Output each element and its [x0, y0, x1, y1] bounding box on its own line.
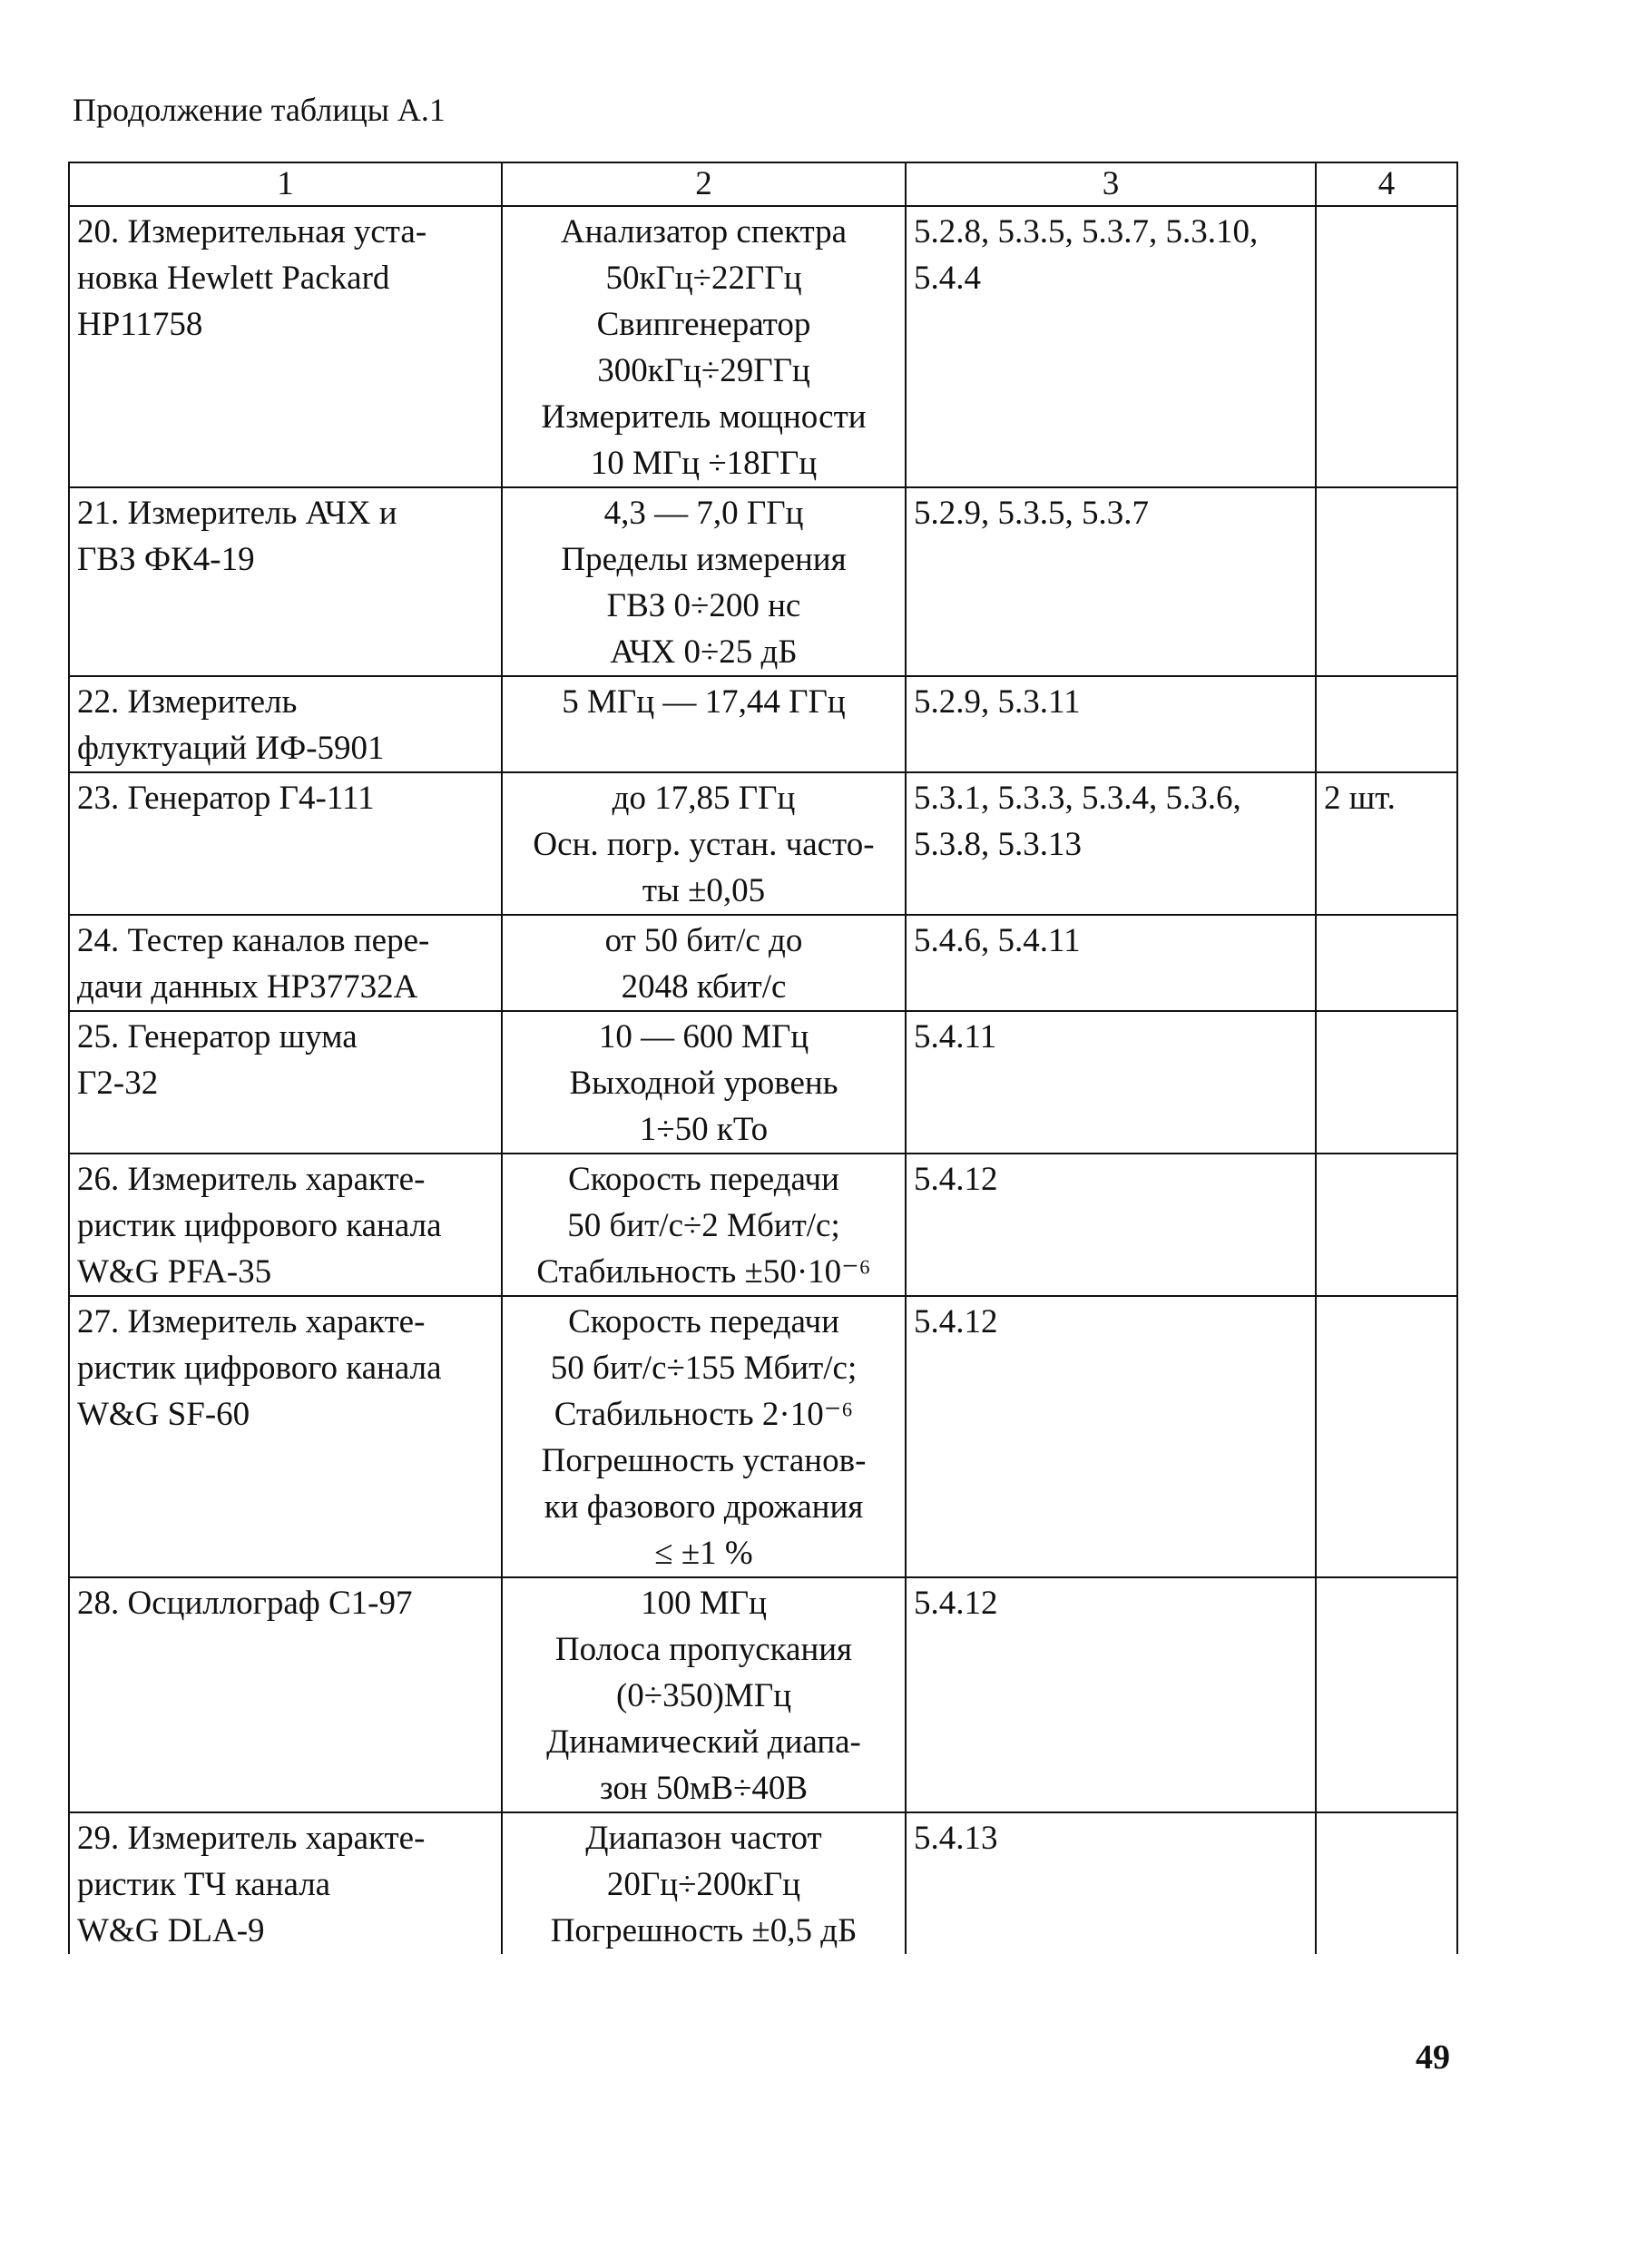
table-row [69, 1812, 1457, 1954]
table-row [69, 1154, 1457, 1296]
cell-text-line: 50 бит/с÷2 Мбит/с; [567, 1207, 840, 1244]
cell-text-line: Г2-32 [77, 1065, 159, 1102]
cell-text-line: ≤ ±1 % [654, 1535, 753, 1572]
cell-text-line [1324, 1815, 1449, 1861]
cell-text-line: Диапазон частот [585, 1820, 822, 1857]
characteristics-cell [502, 772, 906, 915]
cell-text-line: Измеритель мощности [541, 398, 867, 436]
table-body [69, 206, 1457, 1954]
cell-text-line: от 50 бит/с до [604, 922, 803, 959]
clause-ref-cell [906, 1296, 1316, 1577]
cell-text-line: флуктуаций ИФ-5901 [77, 730, 385, 767]
characteristics-cell [502, 1154, 906, 1296]
cell-text-line: Стабильность 2·10⁻⁶ [554, 1396, 854, 1433]
table-row [69, 772, 1457, 915]
clause-ref-cell [906, 1154, 1316, 1296]
cell-text-line: Анализатор спектра [560, 213, 848, 250]
cell-text-line: 20Гц÷200кГц [606, 1866, 801, 1903]
cell-text-line: новка Hewlett Packard [77, 260, 390, 297]
cell-text-line: ки фазового дрожания [544, 1488, 864, 1526]
notes-cell [1316, 772, 1457, 915]
cell-text-line: 5.4.13 [914, 1820, 998, 1857]
cell-text-line: ГВЗ 0÷200 нс [606, 587, 801, 624]
clause-ref-cell [906, 772, 1316, 915]
cell-text-line: 29. Измеритель характе- [77, 1820, 426, 1857]
cell-text-line: зон 50мВ÷40В [599, 1770, 809, 1807]
cell-text-line: ристик цифрового канала [77, 1350, 442, 1387]
column-header-2: 2 [502, 162, 906, 206]
column-header-4: 4 [1316, 162, 1457, 206]
cell-text-line: 27. Измеритель характе- [77, 1303, 426, 1340]
cell-text-line: дачи данных HP37732A [77, 968, 418, 1006]
cell-text-line [1324, 1299, 1449, 1345]
notes-cell [1316, 1812, 1457, 1954]
cell-text-line: Динамический диапа- [546, 1723, 861, 1761]
cell-text-line: 5.2.9, 5.3.5, 5.3.7 [914, 495, 1149, 532]
device-name-cell [69, 1154, 502, 1296]
clause-ref-cell [906, 487, 1316, 676]
cell-text-line: W&G SF-60 [77, 1396, 250, 1433]
cell-text-line: 5.4.12 [914, 1161, 998, 1198]
cell-text-line: 25. Генератор шума [77, 1018, 358, 1055]
cell-text-line: W&G DLA-9 [77, 1912, 265, 1949]
cell-text-line: 1÷50 кТо [639, 1111, 769, 1148]
characteristics-cell [502, 676, 906, 772]
cell-text-line: 5 МГц — 17,44 ГГц [562, 683, 846, 721]
notes-cell [1316, 1154, 1457, 1296]
characteristics-cell [502, 1577, 906, 1812]
cell-text-line [1324, 209, 1449, 255]
cell-text-line: Погрешность ±0,5 дБ [550, 1912, 858, 1949]
cell-text-line: Полоса пропускания [554, 1631, 853, 1668]
notes-cell [1316, 206, 1457, 487]
cell-text-line: 23. Генератор Г4-111 [77, 780, 375, 817]
cell-text-line [1324, 918, 1449, 964]
cell-text-line: 5.4.12 [914, 1585, 998, 1622]
cell-text-line: W&G PFA-35 [77, 1253, 272, 1291]
table-header-row [69, 162, 1457, 206]
device-name-cell [69, 676, 502, 772]
cell-text-line: ГВЗ ФК4-19 [77, 541, 255, 578]
cell-text-line: Скорость передачи [568, 1303, 839, 1340]
characteristics-cell [502, 1011, 906, 1154]
characteristics-cell [502, 1296, 906, 1577]
cell-text-line: Стабильность ±50·10⁻⁶ [536, 1253, 871, 1291]
clause-ref-cell [906, 676, 1316, 772]
cell-text-line: Пределы измерения [561, 541, 847, 578]
table-row [69, 206, 1457, 487]
table-caption: Продолжение таблицы А.1 [73, 92, 446, 128]
column-header-3: 3 [906, 162, 1316, 206]
clause-ref-cell [906, 206, 1316, 487]
notes-cell [1316, 1577, 1457, 1812]
notes-cell [1316, 915, 1457, 1011]
cell-text-line: 24. Тестер каналов пере- [77, 922, 430, 959]
device-name-cell [69, 487, 502, 676]
cell-text-line: ты ±0,05 [642, 872, 766, 909]
cell-text-line: Скорость передачи [568, 1161, 839, 1198]
cell-text-line: 300кГц÷29ГГц [597, 352, 810, 389]
table-row [69, 676, 1457, 772]
cell-text-line: 5.3.1, 5.3.3, 5.3.4, 5.3.6, [914, 780, 1241, 817]
page-number: 49 [1416, 2038, 1450, 2077]
cell-text-line [1324, 490, 1449, 536]
cell-text-line: 26. Измеритель характе- [77, 1161, 426, 1198]
cell-text-line: 2048 кбит/с [621, 968, 787, 1006]
table-row [69, 1011, 1457, 1154]
characteristics-cell [502, 1812, 906, 1954]
cell-text-line: 50кГц÷22ГГц [605, 260, 802, 297]
cell-text-line: АЧХ 0÷25 дБ [610, 633, 798, 671]
cell-text-line [1324, 1014, 1449, 1060]
cell-text-line: 2 шт. [1324, 780, 1396, 817]
cell-text-line: 10 — 600 МГц [598, 1018, 809, 1055]
notes-cell [1316, 1011, 1457, 1154]
device-name-cell [69, 1812, 502, 1954]
device-name-cell [69, 1577, 502, 1812]
notes-cell [1316, 1296, 1457, 1577]
cell-text-line [1324, 1156, 1449, 1203]
cell-text-line: 5.4.6, 5.4.11 [914, 922, 1081, 959]
cell-text-line: 100 МГц [641, 1585, 767, 1622]
cell-text-line: 5.4.4 [914, 260, 981, 297]
cell-text-line: Выходной уровень [569, 1065, 838, 1102]
clause-ref-cell [906, 1812, 1316, 1954]
cell-text-line: 5.4.11 [914, 1018, 997, 1055]
characteristics-cell [502, 487, 906, 676]
table-row [69, 1296, 1457, 1577]
cell-text-line: 5.2.8, 5.3.5, 5.3.7, 5.3.10, [914, 213, 1259, 250]
cell-text-line [1324, 679, 1449, 725]
cell-text-line: Свипгенератор [596, 306, 811, 343]
cell-text-line: до 17,85 ГГц [612, 780, 796, 817]
clause-ref-cell [906, 915, 1316, 1011]
device-name-cell [69, 772, 502, 915]
cell-text-line: 22. Измеритель [77, 683, 298, 721]
device-name-cell [69, 1011, 502, 1154]
cell-text-line: Осн. погр. устан. часто- [533, 826, 875, 863]
cell-text-line: 5.4.12 [914, 1303, 998, 1340]
device-name-cell [69, 206, 502, 487]
cell-text-line [1324, 1580, 1449, 1626]
notes-cell [1316, 487, 1457, 676]
cell-text-line: 50 бит/с÷155 Мбит/с; [550, 1350, 858, 1387]
clause-ref-cell [906, 1577, 1316, 1812]
cell-text-line: HP11758 [77, 306, 203, 343]
cell-text-line: 10 МГц ÷18ГГц [590, 445, 818, 482]
equipment-table [68, 162, 1458, 1954]
characteristics-cell [502, 206, 906, 487]
cell-text-line: 21. Измеритель АЧХ и [77, 495, 397, 532]
device-name-cell [69, 1296, 502, 1577]
table-row [69, 1577, 1457, 1812]
cell-text-line: (0÷350)МГц [615, 1677, 792, 1714]
column-header-1: 1 [69, 162, 502, 206]
device-name-cell [69, 915, 502, 1011]
cell-text-line: 5.3.8, 5.3.13 [914, 826, 1082, 863]
notes-cell [1316, 676, 1457, 772]
clause-ref-cell [906, 1011, 1316, 1154]
cell-text-line: 20. Измерительная уста- [77, 213, 427, 250]
cell-text-line: 5.2.9, 5.3.11 [914, 683, 1081, 721]
characteristics-cell [502, 915, 906, 1011]
table-row [69, 487, 1457, 676]
cell-text-line: ристик цифрового канала [77, 1207, 442, 1244]
cell-text-line: 28. Осциллограф С1-97 [77, 1585, 413, 1622]
cell-text-line: ристик ТЧ канала [77, 1866, 331, 1903]
cell-text-line: 4,3 — 7,0 ГГц [603, 495, 804, 532]
table-row [69, 915, 1457, 1011]
cell-text-line: Погрешность установ- [541, 1442, 867, 1479]
